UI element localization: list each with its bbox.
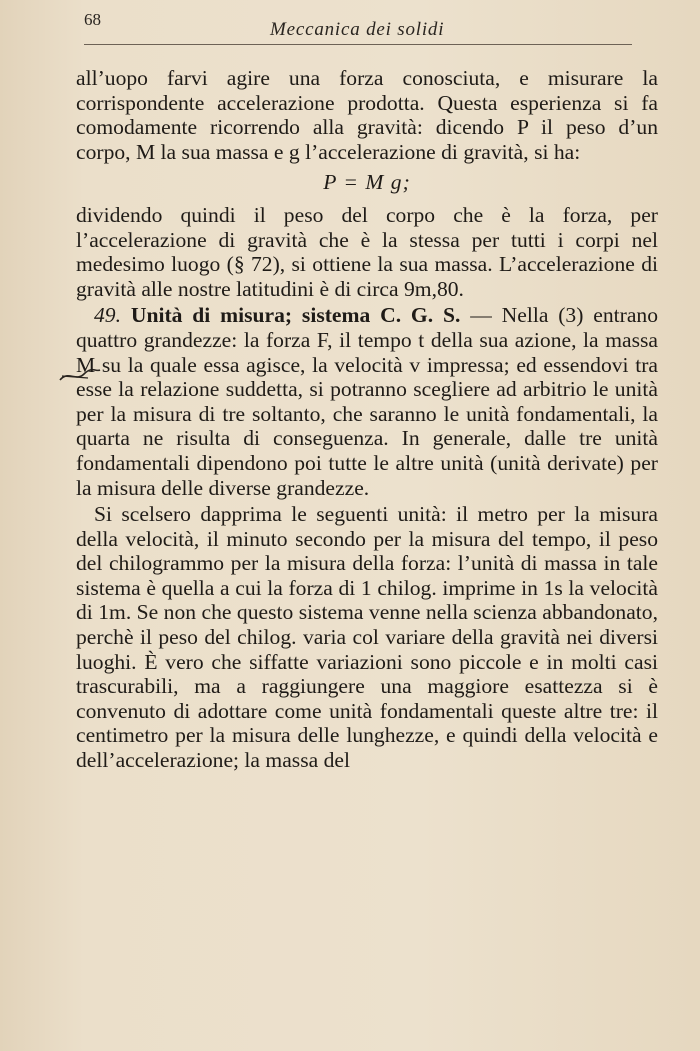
page-header [84,10,644,40]
paragraph-2-text: dividendo quindi il peso del corpo che è la forza, per l’accelerazione di gravità che è la stessa per tutti i corpi nel medesimo luogo (§ 72), si ottiene la sua massa. L’accelerazione di gravità alle nostre latitudini è di circa 9m,80. [76,202,658,301]
paragraph-1 [76,66,658,164]
paragraph-3-text: — Nella (3) entrano quattro grandezze: la forza F, il tempo t della sua azione, la massa M su la quale essa agisce, la velocità v impressa; ed essendovi tra esse la relazione suddetta, si potranno scegliere ad arbitrio le unità per la misura di tre soltanto, che saranno le unità fondamentali, la quarta ne risulta di conseguenza. In generale, dalle tre unità fondamentali dipendono poi tutte le altre unità (unità derivate) per la misura delle diverse grandezze. [76,303,658,500]
paragraph-1-text: all’uopo farvi agire una forza conosciuta, e misurare la corrispondente accelerazione prodotta. Questa esperienza si fa comodamente ricorrendo alla gravità: dicendo P il peso d’un corpo, M la sua massa e g l’accelerazione di gravità, si ha: [76,66,658,164]
running-head: Meccanica dei solidi [270,19,445,40]
paragraph-2 [76,203,658,301]
page-number: 68 [84,10,101,29]
paragraph-4 [76,502,658,773]
formula: P = M g; [323,170,411,195]
page-body [76,66,658,773]
section-number: 49. [94,303,121,328]
section-heading: Unità di misura; sistema C. G. S. [130,303,461,328]
paragraph-3 [76,303,658,500]
header-rule [84,44,632,45]
paragraph-4-text: Si scelsero dapprima le seguenti unità: il metro per la misura della velocità, il minuto secondo per la misura del tempo, il peso del chilogrammo per la misura della forza: l’unità di massa in tale sistema è quella a cui la forza di 1 chilog. imprime in 1s la velocità di 1m. Se non che questo sistema venne nella scienza abbandonato, perchè il peso del chilog. varia col variare della gravità nei diversi luoghi. È vero che siffatte variazioni sono piccole e in molti casi trascurabili, ma a raggiungere una maggiore esattezza si è convenuto di adottare come unità fondamentali queste altre tre: il centimetro per la misura delle lunghezze, e quindi della velocità e dell’accelerazione; la massa del [76,502,658,773]
